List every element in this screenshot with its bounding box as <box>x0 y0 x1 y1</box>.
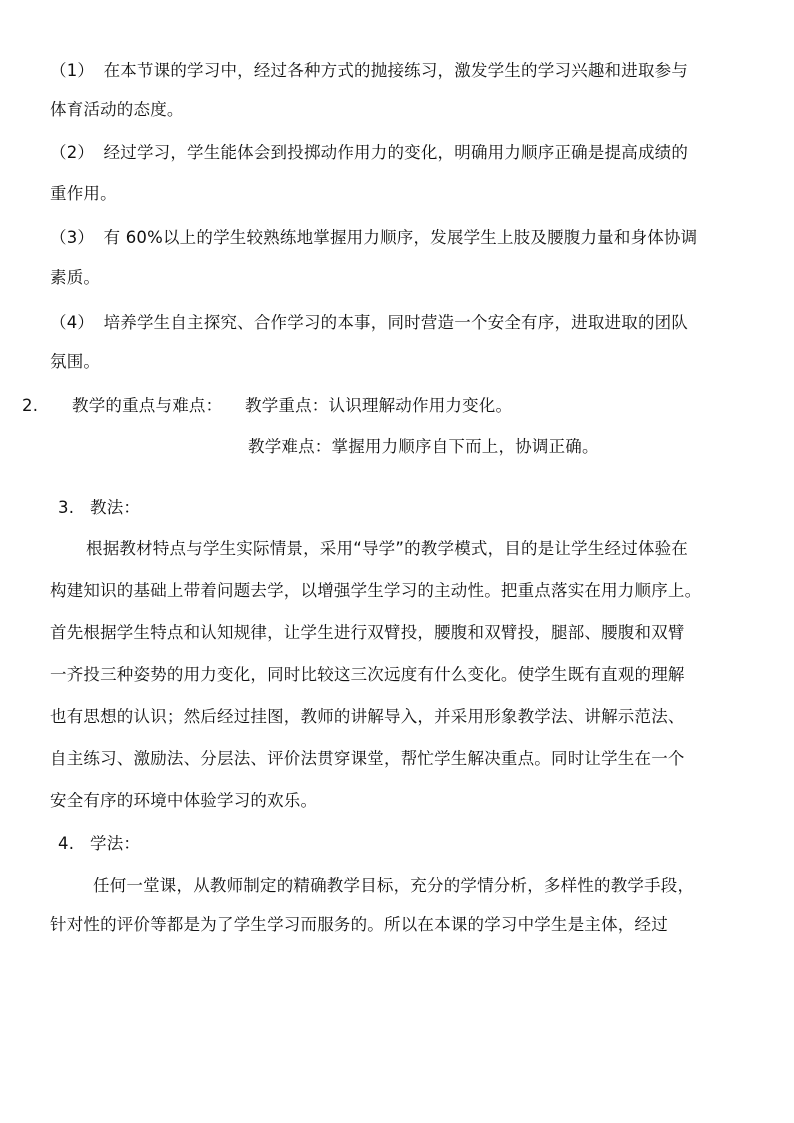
objective-text: 经过学习，学生能体会到投掷动作用力的变化，明确用力顺序正确是提高成绩的 <box>103 143 689 162</box>
section-3-line-2: 构建知识的基础上带着问题去学，以增强学生学习的主动性。把重点落实在用力顺序上。 <box>50 581 702 600</box>
objective-1-continuation: 体育活动的态度。 <box>50 100 184 119</box>
section-4-number: 4. <box>58 834 75 853</box>
objective-text: 有 60%以上的学生较熟练地掌握用力顺序，发展学生上肢及腰腹力量和身体协调 <box>103 228 698 247</box>
section-3-number: 3. <box>58 498 75 517</box>
objective-2 <box>50 142 688 164</box>
section-2-difficulty: 教学难点：掌握用力顺序自下而上，协调正确。 <box>248 437 599 456</box>
objective-1 <box>50 60 688 82</box>
section-3-line-6: 自主练习、激励法、分层法、评价法贯穿课堂，帮忙学生解决重点。同时让学生在一个 <box>50 749 685 768</box>
objective-marker: （1） <box>50 61 95 80</box>
section-4-line-1: 任何一堂课，从教师制定的精确教学目标，充分的学情分析，多样性的教学手段， <box>93 876 695 895</box>
objective-text: 培养学生自主探究、合作学习的本事，同时营造一个安全有序，进取进取的团队 <box>103 313 689 332</box>
section-4-line-2: 针对性的评价等都是为了学生学习而服务的。所以在本课的学习中学生是主体，经过 <box>50 915 668 934</box>
section-2-heading: 教学的重点与难点： <box>72 396 223 415</box>
objective-4 <box>50 312 688 334</box>
objective-3-continuation: 素质。 <box>50 268 101 287</box>
section-3-heading: 教法： <box>90 498 141 517</box>
objective-text: 在本节课的学习中，经过各种方式的抛接练习，激发学生的学习兴趣和进取参与 <box>103 61 689 80</box>
section-4-heading: 学法： <box>90 834 141 853</box>
section-3-line-1: 根据教材特点与学生实际情景，采用“导学”的教学模式，目的是让学生经过体验在 <box>86 539 688 558</box>
objective-marker: （4） <box>50 313 95 332</box>
objective-4-continuation: 氛围。 <box>50 352 101 371</box>
section-2-number: 2. <box>22 396 39 415</box>
objective-marker: （3） <box>50 228 95 247</box>
objective-marker: （2） <box>50 143 95 162</box>
objective-3 <box>50 227 697 249</box>
section-3-line-7: 安全有序的环境中体验学习的欢乐。 <box>50 791 318 810</box>
section-3-line-4: 一齐投三种姿势的用力变化，同时比较这三次远度有什么变化。使学生既有直观的理解 <box>50 665 685 684</box>
objective-2-continuation: 重作用。 <box>50 184 117 203</box>
section-3-line-5: 也有思想的认识；然后经过挂图，教师的讲解导入，并采用形象教学法、讲解示范法、 <box>50 707 685 726</box>
section-2-key-point: 教学重点：认识理解动作用力变化。 <box>245 396 513 415</box>
section-3-line-3: 首先根据学生特点和认知规律，让学生进行双臂投，腰腹和双臂投，腿部、腰腹和双臂 <box>50 623 685 642</box>
